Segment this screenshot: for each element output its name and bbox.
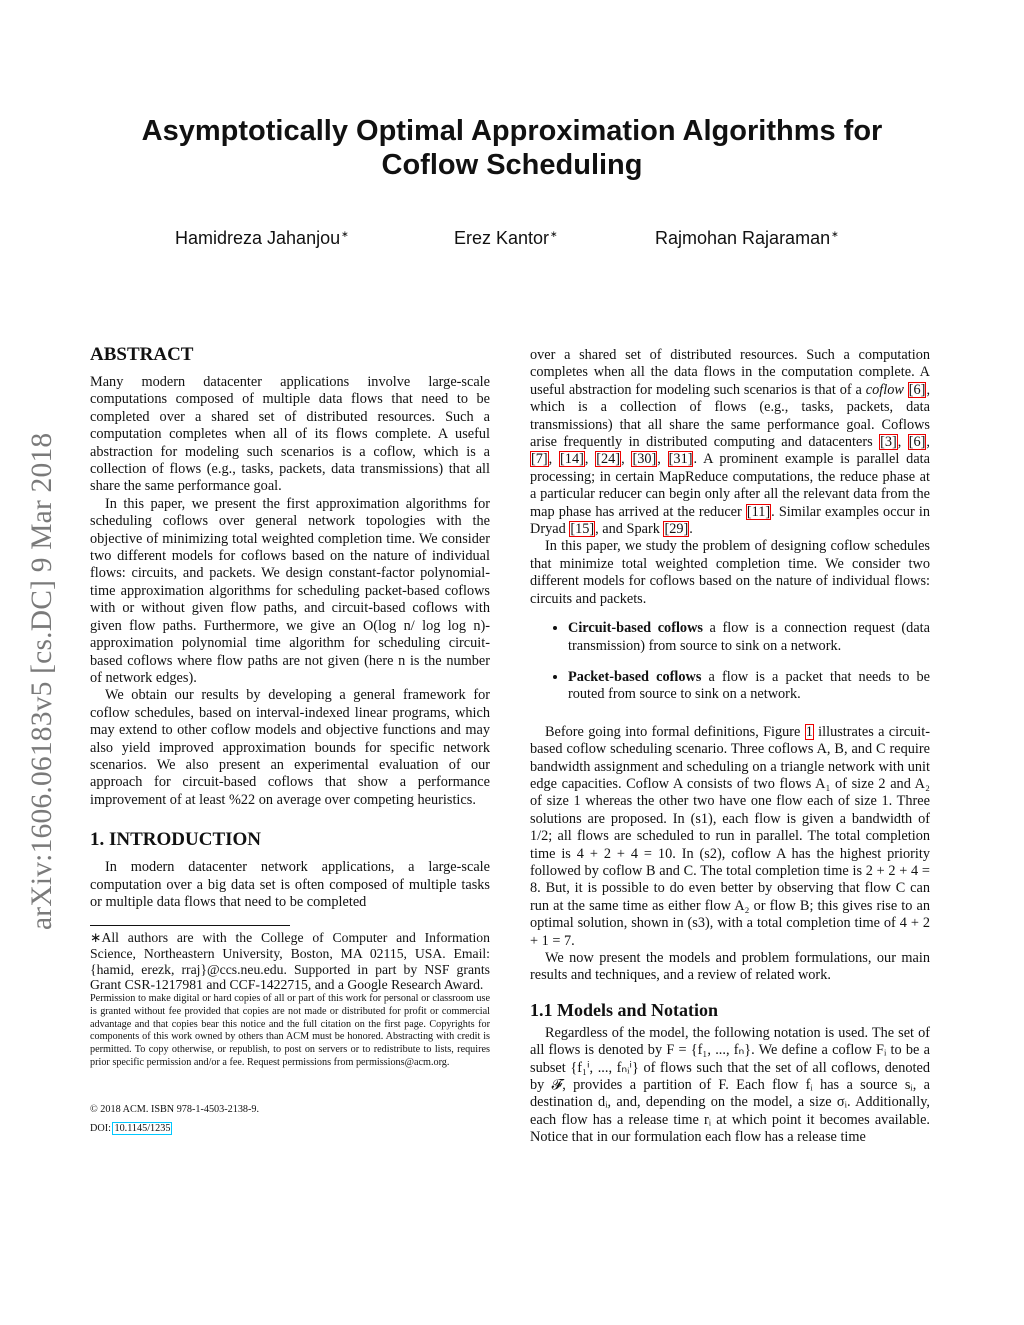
citation-link[interactable]: [31] [668, 451, 693, 468]
citation-link[interactable]: [14] [560, 451, 584, 468]
paper-title [0, 114, 1024, 182]
citation-link[interactable]: [6] [908, 381, 926, 398]
author-footnote: ∗All authors are with the College of Computer and Information Science, Northeastern University, Boston, MA 02115, USA. Email: {hamid, erezk, rraj}@ccs.neu.edu. Supported in part by NSF grants Grant CSR-1217981 and CCF-1422715, and a Google Research Award. [90, 930, 490, 993]
author-3: Rajmohan Rajaraman∗ [655, 228, 839, 248]
doi-line: DOI: 10.1145/1235 [90, 1123, 171, 1135]
doi-link[interactable]: 10.1145/1235 [114, 1123, 171, 1135]
models-notation-heading: 1.1 Models and Notation [530, 999, 719, 1020]
author-2: Erez Kantor∗ [454, 228, 558, 248]
arxiv-stamp: arXiv:1606.06183v5 [cs.DC] 9 Mar 2018 [26, 432, 58, 930]
coflow-models-list [530, 620, 930, 704]
intro-paragraph-1-continued: over a shared set of distributed resources. Such a computation completes when all the data flows in the computation complete. A useful abstraction for modeling such scenarios is that of a coflow [6], which is a collection of flows (e.g., tasks, packets, data transmissions) that all share the same performance goal. Coflows arise frequently in distributed computing and datacenters [3], [6], [7], [14], [24], [30], [31]. A prominent example is parallel data processing; in certain MapReduce computations, the reduce phase at a particular reducer can begin only after all the relevant data from the map phase has arrived at the reducer [11]. Similar examples occur in Dryad [15], and Spark [29]. [530, 347, 931, 538]
intro-paragraph-3: Before going into formal definitions, Figure 1 illustrates a circuit-based coflow scheduling scenario. Three coflows A, B, and C require bandwidth assignment and scheduling on a triangle network with unit edge capacities. Coflow A consists of two flows A₁ of size 2 and A₂ of size 1 whereas the other two have one flow each of size 1. Three solutions are proposed. In (s1), each flow is given a bandwidth of 1/2; all flows are scheduled to run in parallel. The total completion time is 4 + 2 + 4 = 10. In (s2), coflow A has the highest priority followed by coflow B and C. The total completion time is 2 + 2 + 4 = 8. But, it is possible to do even better by observing that flow C can run at the same time as either flow A₂ or flow B; this gives rise to an optimal solution, shown in (s3), with a total completion time of 4 + 2 + 1 = 7. [530, 723, 931, 949]
abstract-heading: ABSTRACT [90, 344, 194, 365]
citation-link[interactable]: [3] [880, 434, 897, 451]
citation-link[interactable]: [15] [570, 521, 595, 538]
intro-paragraph-1: In modern datacenter network applications, a large-scale computation over a big data set is often composed of multiple tasks or multiple data flows that need to be completed [90, 859, 490, 910]
copyright-block [90, 1104, 490, 1136]
introduction-heading: 1. INTRODUCTION [90, 829, 262, 851]
title-line-2: Coflow Scheduling [381, 149, 643, 181]
author-1: Hamidreza Jahanjou∗ [175, 228, 349, 248]
citation-link[interactable]: [7] [531, 451, 548, 468]
list-item: • Packet-based coflows a flow is a packet that needs to be routed from source to sink on a network. [568, 669, 930, 704]
abstract-paragraph-2: In this paper, we present the first approximation algorithms for scheduling coflows over general network topologies with the objective of minimizing total weighted completion time. We consider two different models for coflows based on the nature of individual flows: circuits, and packets. We design constant-factor polynomial-time approximation algorithms for scheduling packet-based coflows with or without given flow paths, and circuit-based coflows with given flow paths. Furthermore, we give an O(log n/ log log n)-approximation polynomial time algorithm for scheduling circuit-based coflows where flow paths are not given (here n is the number of network edges). [90, 495, 490, 686]
list-item: • Circuit-based coflows a flow is a connection request (data transmission) from source to sink on a network. [568, 620, 930, 655]
abstract-paragraph-1: Many modern datacenter applications involve large-scale computations composed of multiple data flows that need to be completed over a shared set of distributed resources. Such a computation completes when all of its flows complete. A useful abstraction for modeling such scenarios is a coflow, which is a collection of flows (e.g., tasks, packets, data transmissions) that all share the same performance goal. [90, 374, 490, 495]
footnote-rule [90, 925, 290, 926]
right-column [530, 347, 930, 1147]
citation-link[interactable]: [6] [908, 434, 926, 451]
abstract-paragraph-3: We obtain our results by developing a general framework for coflow schedules, based on interval-indexed linear programs, which may extend to other coflow models and objective functions and may also yield improved approximation bounds for specific network scenarios. We also present an experimental evaluation of our approach for circuit-based coflows that show a performance improvement of at least %22 on average over competing heuristics. [90, 687, 490, 808]
title-line-1: Asymptotically Optimal Approximation Algorithms for [141, 115, 883, 147]
left-column [90, 344, 490, 1142]
citation-link[interactable]: [11] [746, 503, 771, 520]
intro-paragraph-2: In this paper, we study the problem of designing coflow schedules that minimize total weighted completion time. We consider two different models for coflows based on the nature of individual flows: circuits and packets. [530, 538, 930, 607]
permission-notice: Permission to make digital or hard copies of all or part of this work for personal or classroom use is granted without fee provided that copies are not made or distributed for profit or commercial advantage and that copies bear this notice and the full citation on the first page. Copyrights for components of this work owned by others than ACM must be honored. Abstracting with credit is permitted. To copy otherwise, or republish, to post on servers or to redistribute to lists, requires prior specific permission and/or a fee. Request permissions from permissions@acm.org. [90, 992, 490, 1069]
citation-link[interactable]: [24] [596, 451, 621, 468]
copyright-line: © 2018 ACM. ISBN 978-1-4503-2138-9. [90, 1104, 260, 1116]
citation-link[interactable]: [29] [664, 521, 689, 538]
models-notation-paragraph: Regardless of the model, the following notation is used. The set of all flows is denoted by F = {f₁, ..., fₙ}. We define a coflow Fᵢ to be a subset {f₁ⁱ, ..., fₙᵢⁱ} of flows such that the set of all coflows, denoted by 𝓕, provides a partition of F. Each flow fᵢ has a source sᵢ, a destination dᵢ, and, depending on the model, a size σᵢ. Additionally, each flow has a release time rᵢ at which point it becomes available. Notice that in our formulation each flow has a release time [530, 1024, 930, 1146]
citation-link[interactable]: [30] [632, 451, 657, 468]
intro-paragraph-4: We now present the models and problem formulations, our main results and techniques, and a review of related work. [530, 950, 930, 984]
figure-link[interactable]: 1 [805, 723, 813, 740]
